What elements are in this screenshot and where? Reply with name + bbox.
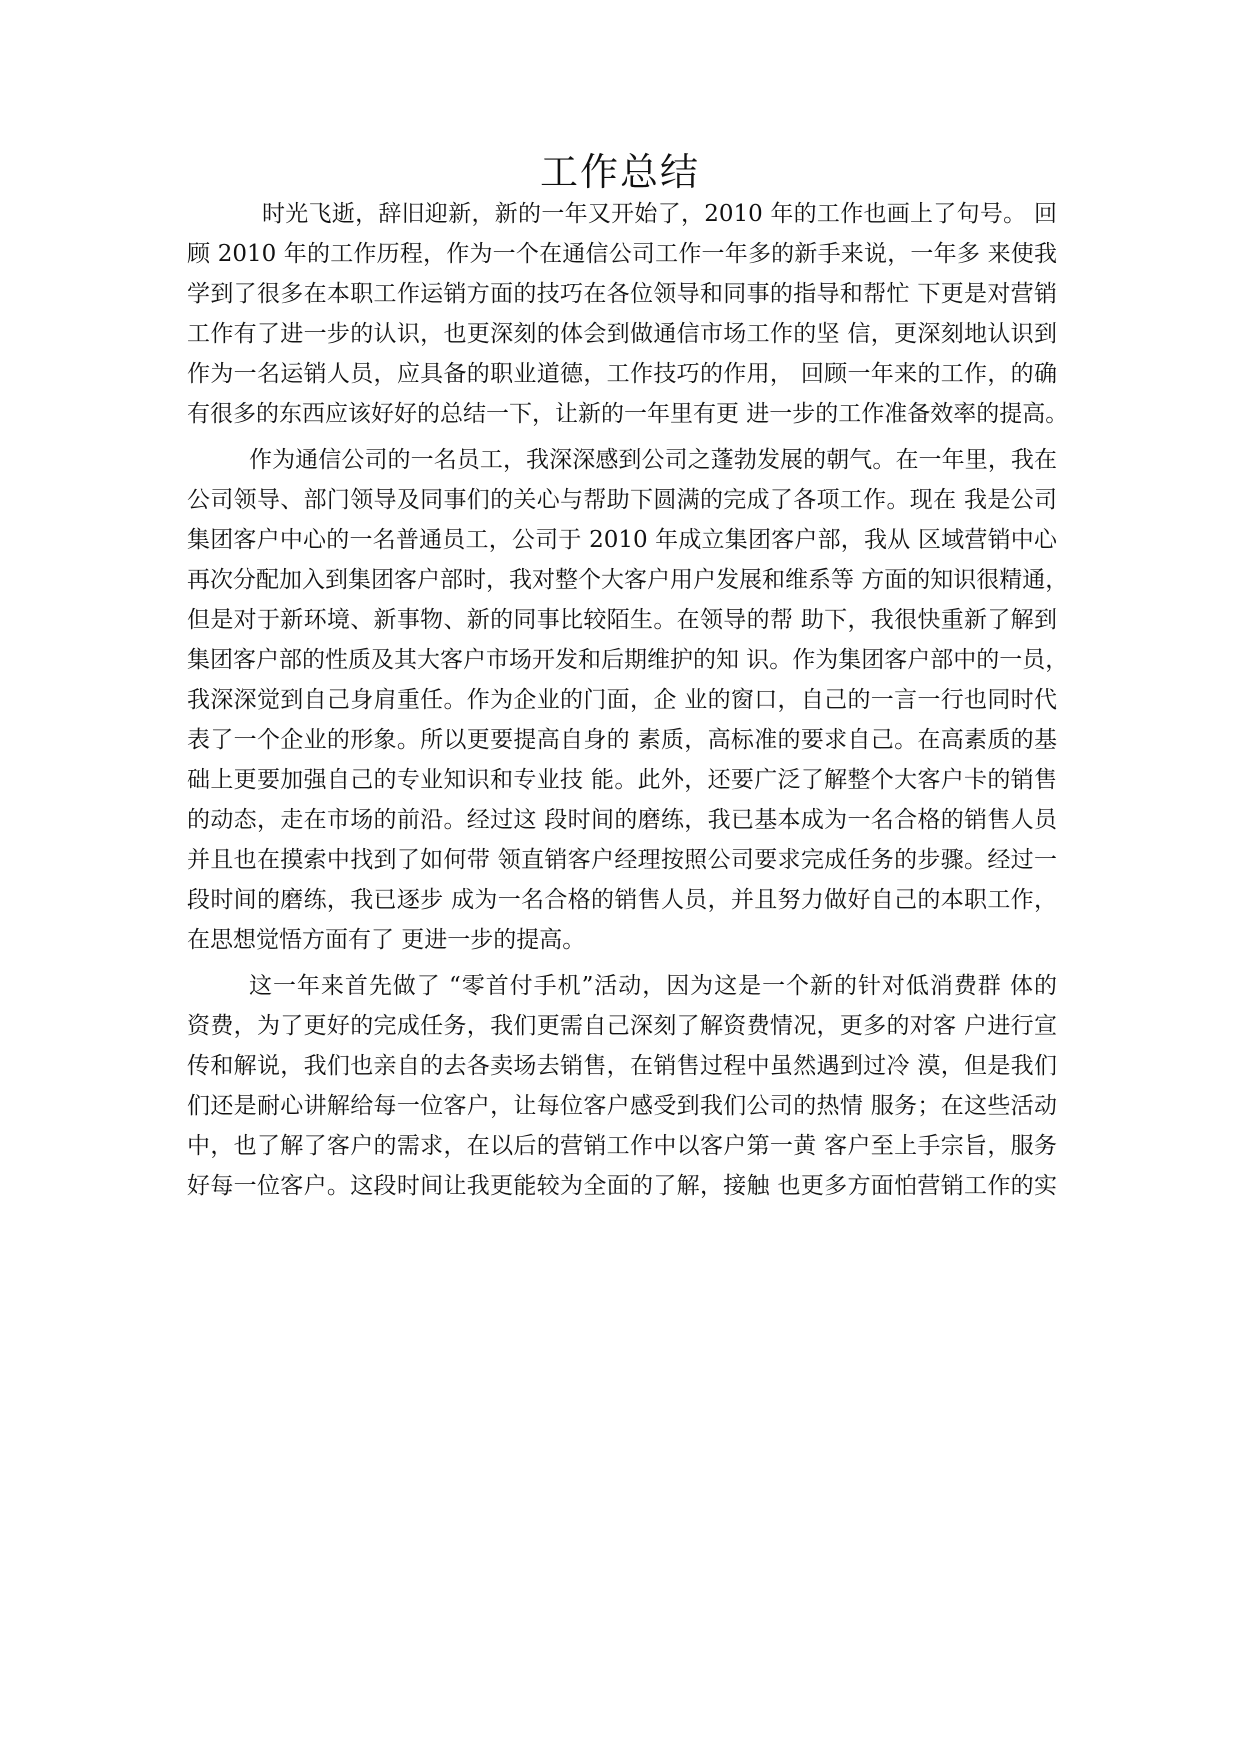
paragraph-line: 我深深觉到自己身肩重任。作为企业的门面，企 业的窗口，自己的一言一行也同时代: [187, 687, 1057, 713]
paragraph-line: 们还是耐心讲解给每一位客户，让每位客户感受到我们公司的热情 服务；在这些活动: [187, 1093, 1057, 1119]
paragraph-line: 工作有了进一步的认识，也更深刻的体会到做通信市场工作的坚 信，更深刻地认识到: [187, 321, 1057, 347]
paragraph-line: 学到了很多在本职工作运销方面的技巧在各位领导和同事的指导和帮忙 下更是对营销: [187, 281, 1057, 307]
paragraph-line: 传和解说，我们也亲自的去各卖场去销售，在销售过程中虽然遇到过冷 漠，但是我们: [187, 1053, 1057, 1079]
paragraph-line: 中，也了解了客户的需求，在以后的营销工作中以客户第一黄 客户至上手宗旨，服务: [187, 1133, 1057, 1159]
paragraph-line: 础上更要加强自己的专业知识和专业技 能。此外，还要广泛了解整个大客户卡的销售: [187, 767, 1057, 793]
paragraph-line: 公司领导、部门领导及同事们的关心与帮助下圆满的完成了各项工作。现在 我是公司: [187, 487, 1057, 513]
paragraph-line: 这一年来首先做了 “零首付手机”活动，因为这是一个新的针对低消费群 体的: [249, 973, 1057, 999]
paragraph-line: 表了一个企业的形象。所以更要提高自身的 素质，高标准的要求自己。在高素质的基: [187, 727, 1057, 753]
paragraph-line: 在思想觉悟方面有了 更进一步的提高。: [187, 927, 586, 953]
paragraph-line: 作为一名运销人员，应具备的职业道德，工作技巧的作用， 回顾一年来的工作，的确: [187, 361, 1057, 387]
paragraph-line: 的动态，走在市场的前沿。经过这 段时间的磨练，我已基本成为一名合格的销售人员: [187, 807, 1057, 833]
paragraph-line: 有很多的东西应该好好的总结一下，让新的一年里有更 进一步的工作准备效率的提高。: [187, 401, 1069, 427]
paragraph-line: 好每一位客户。这段时间让我更能较为全面的了解，接触 也更多方面怕营销工作的实: [187, 1173, 1057, 1199]
paragraph-line: 段时间的磨练，我已逐步 成为一名合格的销售人员，并且努力做好自己的本职工作，: [187, 887, 1057, 913]
paragraph-line: 时光飞逝，辞旧迎新，新的一年又开始了，2010 年的工作也画上了句号。 回: [262, 201, 1057, 227]
paragraph-line: 再次分配加入到集团客户部时，我对整个大客户用户发展和维系等 方面的知识很精通，: [187, 567, 1069, 593]
paragraph-line: 作为通信公司的一名员工，我深深感到公司之蓬勃发展的朝气。在一年里，我在: [249, 447, 1057, 473]
paragraph-line: 顾 2010 年的工作历程，作为一个在通信公司工作一年多的新手来说，一年多 来使我: [187, 241, 1057, 267]
paragraph-line: 并且也在摸索中找到了如何带 领直销客户经理按照公司要求完成任务的步骤。经过一: [187, 847, 1057, 873]
paragraph-line: 但是对于新环境、新事物、新的同事比较陌生。在领导的帮 助下，我很快重新了解到: [187, 607, 1057, 633]
paragraph-line: 资费，为了更好的完成任务，我们更需自己深刻了解资费情况，更多的对客 户进行宣: [187, 1013, 1057, 1039]
paragraph-line: 集团客户部的性质及其大客户市场开发和后期维护的知 识。作为集团客户部中的一员，: [187, 647, 1069, 673]
paragraph-line: 集团客户中心的一名普通员工，公司于 2010 年成立集团客户部，我从 区域营销中心: [187, 527, 1057, 553]
document-title: 工作总结: [539, 150, 700, 194]
